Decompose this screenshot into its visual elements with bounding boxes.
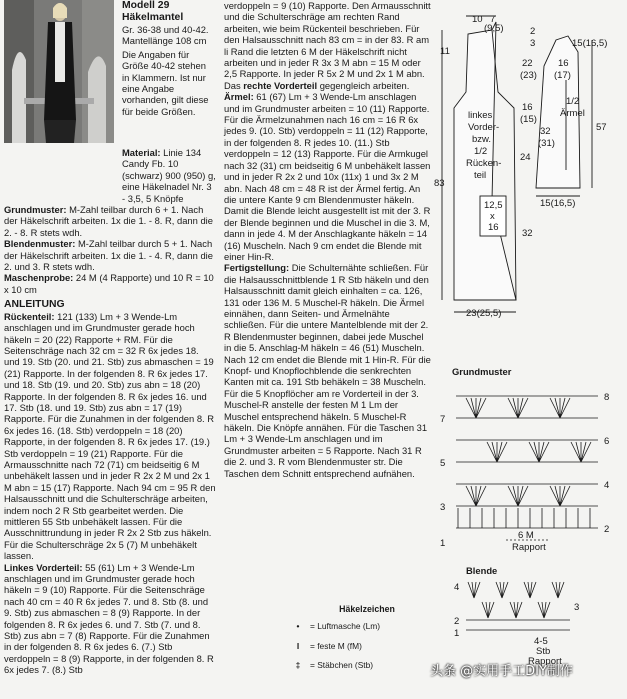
label-teil: teil [474, 170, 487, 181]
model-photo [4, 0, 114, 143]
label-2: 2 [530, 26, 536, 37]
model-subtitle: Häkelmantel [122, 12, 184, 23]
material-para [4, 147, 216, 204]
legend [292, 604, 442, 680]
grund-rapport-word: Rapport [512, 542, 546, 553]
grundmuster-chart [436, 376, 616, 556]
blend-para [4, 238, 216, 272]
label-sleeve-bottom: 15(16,5) [540, 198, 576, 209]
rv-label: rechte Vorderteil [243, 79, 318, 91]
material-label: Material: [122, 147, 161, 158]
label-7: 7 [490, 14, 496, 25]
blende-title: Blende [466, 565, 498, 576]
aermel-label: Ärmel: [224, 91, 254, 103]
blende-rapport-word: Rapport [528, 656, 562, 667]
grund-row-4: 4 [604, 480, 610, 491]
grund-text: M-Zahl teilbar durch 6 + 1. Nach der Häkelschrift arbeiten. 1x die 1. - 8. R, dann die 2. - 8. R stets wdh. [4, 204, 213, 238]
mp-label: Maschenprobe: [4, 272, 74, 284]
anleitung-title: ANLEITUNG [4, 299, 65, 311]
watermark: 头条 @实用手工DIY制作 [430, 664, 573, 679]
legend-text-lm: = Luftmasche (Lm) [310, 621, 381, 632]
label-23: (23) [520, 70, 537, 81]
grund-row-3: 3 [440, 502, 446, 513]
label-linkes: linkes [468, 110, 493, 121]
double-dagger-icon: ‡ [295, 660, 301, 671]
mid-text2: gegengleich arbeiten. [317, 79, 410, 91]
label-32: 32 [540, 126, 551, 137]
fert-text: Die Schulternähte schließen. Für die Halsausschnittblende 1 R Stb häkeln und den Halsausschnitt damit gleich einhalten = ca. 126, 131 oder 136 M. 5 Muschel-R häkeln. Die Ärmel einnähen, dann Seiten- und Ärmelnähte schließen. Für die untere Mantelblende mit der 2. R Blendenmuster beginnen, dabei jede Muschel in die 5. Anschlag-M häkeln = 46 (51) Muscheln. Nach 12 cm endet die Blende mit 1 Hin-R. Für die Knopf- und Knopflochblende die senkrechten Kanten mit ca. 191 Stb behäkeln = 38 Muscheln. Für die 5 Knopflöcher am re Vorderteil in der 3. Muschel-R anstelle der festen M 1 Lm der Muschel entsprechend häkeln. 5 Muschel-R häkeln. Die Knöpfe annähen. Für die Taschen 31 Lm + 3 Wende-Lm anschlagen und im Grundmuster arbeiten = 5 Rapporte. Nach 31 R die 2. und 3. R vom Blendenmuster str. Die Taschen dem Schnitt entsprechend aufnähen. [224, 262, 431, 479]
label-3: 3 [530, 38, 536, 49]
model-title: Modell 29 [122, 0, 170, 11]
blende-row-4: 4 [454, 582, 460, 593]
grund-row-1: 1 [440, 538, 446, 549]
mp-text: 24 M (4 Rapporte) und 10 R = 10 x 10 cm [4, 272, 214, 295]
label-22: 22 [522, 58, 533, 69]
label-half: 1/2 [474, 146, 488, 157]
label-pocket-x: x [490, 211, 495, 222]
dot-icon: • [296, 621, 300, 632]
grund-row-7: 7 [440, 414, 446, 425]
legend-row-lm [292, 621, 442, 632]
legend-title: Häkelzeichen [339, 604, 395, 614]
label-31: (31) [538, 138, 555, 149]
grund-rapport-count: 6 M [518, 530, 534, 541]
legend-row-fm [292, 641, 442, 652]
label-15: (15) [520, 114, 537, 125]
label-95: (9,5) [484, 23, 504, 34]
label-32-bottom: 32 [522, 228, 533, 239]
vorderteil-cont-para [224, 0, 432, 91]
grund-row-5: 5 [440, 458, 446, 469]
model-sizes: Gr. 36-38 und 40-42. Mantellänge 108 cm [122, 24, 209, 47]
bar-icon: I [296, 640, 300, 651]
fert-label: Fertigstellung: [224, 262, 290, 274]
material-text: Linie 134 Candy Fb. 10 (schwarz) 900 (950) g, eine Häkelnadel Nr. 3 - 3,5, 5 Knöpfe [122, 147, 216, 204]
middle-column-text [224, 0, 432, 479]
blend-label: Blendenmuster: [4, 238, 76, 250]
rueck-para [4, 311, 216, 562]
blende-row-3: 3 [574, 602, 580, 613]
blende-chart [450, 576, 590, 666]
left-column-text [4, 147, 216, 676]
mp-para [4, 272, 216, 295]
grund-row-numbers [440, 392, 609, 549]
model-header [122, 0, 214, 117]
grund-row-2: 2 [604, 524, 610, 535]
label-vorder: Vorder- [468, 122, 500, 133]
model-photo-graphic [4, 0, 114, 143]
grundmuster-title: Grundmuster [452, 366, 512, 377]
label-24: 24 [520, 152, 531, 163]
links-para [4, 562, 216, 676]
label-aermel: Ärmel [560, 108, 585, 119]
grund-row-8: 8 [604, 392, 610, 403]
blende-row-2: 2 [454, 616, 460, 627]
label-57: 57 [596, 122, 607, 133]
legend-row-stb [292, 660, 442, 671]
grund-para [4, 204, 216, 238]
label-hem: 23(25,5) [466, 308, 502, 319]
rueck-label: Rückenteil: [4, 310, 55, 322]
aermel-text: 61 (67) Lm + 3 Wende-Lm anschlagen und im Grundmuster arbeiten = 10 (11) Rapporte. Für die Ärmelzunahmen nach 16 cm = 16 R 6x jedes 9. (10. Stb) verdoppeln = 11 (12) Rapporte, in der folgenden 8. R jedes 10. (11.) Stb verdoppeln = 12 (13) Rapporte. Für die Armkugel nach 32 (31) cm beidseitig 6 M unbehäkelt lassen und in jeder R 2x 2 und 10x (11x) 1 und 3x 2 M abn. Nach 48 cm = 48 R ist der Ärmel fertig. An die untere Kante 9 cm Blendenmuster häkeln. Damit die Blende leicht ausgestellt ist mit der 3. R der Blende beginnen und die Muschel in die 3. M, dann in jede 4. M der Anschlagkante häkeln = 14 (16) Muscheln. Nach 9 cm endet die Blende mit einer Hin-R. [224, 91, 431, 262]
grund-fans [458, 398, 591, 528]
rueck-text: 121 (133) Lm + 3 Wende-Lm anschlagen und im Grundmuster gerade hoch häkeln = 20 (22) Rapporte + RM. Für die Seitenschräge nach 32 cm = 32 R 6x jedes 18. und 19. Stb (20. und 21. Stb) zus abmaschen = 19 (21) Rapporte. In der folgenden 8. R 6x jedes 17. und 18. Stb (19. und 20. Stb) zus abn = 18 (20) Rapporte. In der folgenden 8. R 6x jedes 16. und 17. Stb (18. und 19. Stb) zus abn = 17 (19) Rapporte. Für die Zunahmen in der folgenden 8. R 6x jedes 16. (18. Stb) verdoppeln = 18 (20) Rapporte, in der folgenden 8. R 6x jedes 17. (19.) Stb verdoppeln = 19 (21) Rapporte. Für die Armausschnitte nach 72 (71) cm beidseitig 6 M unbehäkelt lassen und in jeder R 2x 2 M und 2x 1 M abn = 15 (17) Rapporte. Nach 94 cm = 95 R den Halsausschnitt und die Schulterschräge arbeiten, indem noch 2 R Stb gearbeitet werden. Die mittleren 55 Stb unbehäkelt lassen. Für die Ausschnittrundung in jeder R 2x 2 Stb zus häkeln. Für die Schulterschräge 2x 5 (7) M unbehäkelt lassen. [4, 310, 216, 562]
label-ruecken: Rücken- [466, 158, 502, 169]
blende-rapport-count: 4-5 [534, 636, 548, 647]
garment-schematic [436, 0, 627, 320]
aermel-para [224, 91, 432, 262]
links-label: Linkes Vorderteil: [4, 561, 83, 573]
label-pocket-h: 16 [488, 222, 499, 233]
label-bzw: bzw. [472, 134, 492, 145]
model-note: Die Angaben für Größe 40-42 stehen in Klammern. Ist nur eine Angabe vorhanden, gilt diese für beide Größen. [122, 48, 209, 117]
mid-text1: verdoppeln = 9 (10) Rapporte. Den Armausschnitt und die Schulterschräge am rechten Rand arbeiten, wie beim Rückenteil beschrieben. Für den Halsausschnitt nach 83 cm = in der 83. R am li Rand die letzten 6 M der Häkelschrift nicht arbeiten und in jeder R 3x 3 M abn = 15 M oder 2,5 Rapporte. In jeder R 5x 2 M und 2x 1 M abn. Das [224, 0, 431, 91]
legend-text-fm: = feste M (fM) [310, 640, 362, 651]
label-17: (17) [554, 70, 571, 81]
label-83: 83 [434, 178, 445, 189]
label-width-top: 10 [472, 14, 483, 25]
grund-row-6: 6 [604, 436, 610, 447]
label-sleeve-top: 15(16,5) [572, 38, 608, 49]
legend-text-stb: = Stäbchen (Stb) [310, 660, 374, 671]
label-16: 16 [558, 58, 569, 69]
blende-stb: Stb [536, 646, 551, 657]
links-text: 55 (61) Lm + 3 Wende-Lm anschlagen und im Grundmuster gerade hoch häkeln = 9 (10) Rapporte. Für die Seitenschräge nach 40 cm = 40 R 6x jedes 7. und 8. Stb (8. und 9. Stb) zus abmaschen = 8 (9) Rapporte. In der folgenden 8. R 6x jedes 6. und 7. Stb (7. und 8. Stb) zus abn = 7 (8) Rapporte. Für die Zunahmen in der folgenden 8. R 6x jedes 6. (7.) Stb verdoppeln = 8 (9) Rapporte, in der folgenden 8. R 6x jedes 7. (8.) Stb [4, 561, 214, 676]
label-16b: 16 [522, 102, 533, 113]
label-half-aermel: 1/2 [566, 96, 580, 107]
grund-label: Grundmuster: [4, 204, 67, 216]
fert-para [224, 262, 432, 479]
blende-row-1: 1 [454, 628, 460, 639]
label-11: 11 [440, 46, 450, 57]
blend-text: M-Zahl teilbar durch 5 + 1. Nach der Häkelschrift arbeiten. 1x die 1. - 4. R, dann die 2. und 3. R stets wdh. [4, 238, 213, 273]
label-pocket-w: 12,5 [484, 200, 503, 211]
